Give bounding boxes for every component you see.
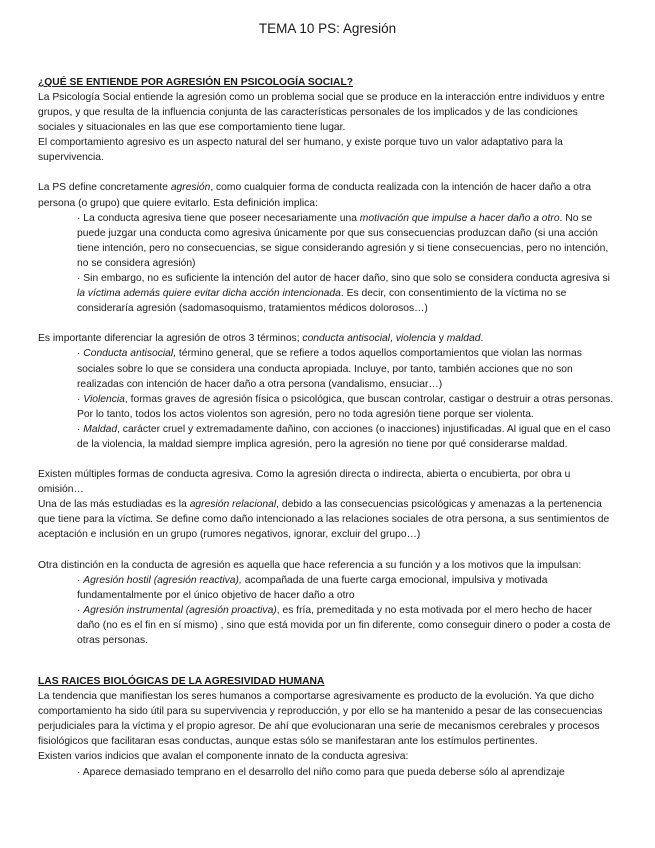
paragraph: La tendencia que manifiestan los seres humanos a comportarse agresivamente es producto de la evolución. Ya que dicho comportamiento ha sido útil para su supervivencia y reproducción, y por ello se ha mantenido a pesar de las consecuencias perjudiciales para la víctima y el propio agresor. De ahí que evolucionaran una serie de mecanismos cerebrales y procesos fisiológicos que facilitaran esas conductas, aunque estas sólo se manifestaran ante los estímulos pertinentes. xyxy=(38,691,603,748)
paragraph: El comportamiento agresivo es un aspecto natural del ser humano, y existe porque tuvo un valor adaptativo para la supervivencia. xyxy=(38,137,563,164)
bullet-item: · Violencia, formas graves de agresión física o psicológica, que buscan controlar, castigar o destruir a otras personas. Por lo tanto, todos los actos violentos son agresión, pero no toda agresión tiene porque ser violenta. xyxy=(77,393,614,420)
bullet-item: · Maldad, carácter cruel y extremadamente dañino, con acciones (o inacciones) injustificadas. Al igual que en el caso de la violencia, la maldad siempre implica agresión, pero la agresión no tiene por qué considerarse maldad. xyxy=(77,423,611,450)
bullet-item: · Conducta antisocial, término general, que se refiere a todos aquellos comportamientos que violan las normas sociales sobre lo que se considera una conducta apropiada. Incluye, por tanto, también acciones que no son realizadas con intención de hacer daño a otra persona (vandalismo, ensuciar…) xyxy=(77,348,582,390)
section-heading-agresion: ¿QUÉ SE ENTIENDE POR AGRESIÓN EN PSICOLOGÍA SOCIAL? xyxy=(38,77,354,88)
paragraph: La Psicología Social entiende la agresión como un problema social que se produce en la interacción entre individuos y entre grupos, y que resulta de la influencia conjunta de las características personales de los implicados y de las condiciones sociales y situacionales en las que ese comportamiento tiene lugar. xyxy=(38,92,605,134)
paragraph-relational: Una de las más estudiadas es la agresión relacional, debido a las consecuencias psicológicas y amenazas a la pertenencia que tiene para la víctima. Se define como daño intencionado a las relaciones sociales de otra persona, a sus sentimientos de aceptación e inclusión en un grupo (rumores negativos, ignorar, excluir del grupo…) xyxy=(38,499,610,541)
bullet-item: · Aparece demasiado temprano en el desarrollo del niño como para que pueda deberse sólo al aprendizaje xyxy=(77,766,565,778)
paragraph: Existen varios indicios que avalan el componente innato de la conducta agresiva: xyxy=(38,751,409,763)
section-heading-raices: LAS RAICES BIOLÓGICAS DE LA AGRESIVIDAD HUMANA xyxy=(38,676,325,688)
paragraph: Existen múltiples formas de conducta agresiva. Como la agresión directa o indirecta, abierta o encubierta, por obra u omisión… xyxy=(38,469,571,496)
bullet-item: · Sin embargo, no es suficiente la intención del autor de hacer daño, sino que solo se considera conducta agresiva si la víctima además quiere evitar dicha acción intencionada. Es decir, con consentimiento de la víctima no se consideraría agresión (sadomasoquismo, tratamientos médicos dolorosos…) xyxy=(77,273,610,315)
bullet-item: · Agresión instrumental (agresión proactiva), es fría, premeditada y no esta motivada por el mero hecho de hacer daño (no es el fin en sí mismo) , sino que está movida por un fin diferente, como conseguir dinero o poder a costa de otras personas. xyxy=(77,604,611,646)
paragraph-definition: La PS define concretamente agresión, como cualquier forma de conducta realizada con la intención de hacer daño a otra persona (o grupo) que quiere evitarlo. Esta definición implica: xyxy=(38,182,591,209)
paragraph-terms: Es importante diferenciar la agresión de otros 3 términos; conducta antisocial, violencia y maldad. xyxy=(38,333,484,345)
bullet-item: · La conducta agresiva tiene que poseer necesariamente una motivación que impulse a hacer daño a otro. No se puede juzgar una conducta como agresiva únicamente por que sus consecuencias produzcan daño (si una acción tiene intención, pero no consecuencias, se sigue considerando agresión y si tiene consecuencias, pero no intención, no se considera agresión) xyxy=(77,212,609,269)
bullet-item: · Agresión hostil (agresión reactiva), acompañada de una fuerte carga emocional, impulsiva y motivada fundamentalmente por el único objetivo de hacer daño a otro xyxy=(77,574,548,601)
paragraph: Otra distinción en la conducta de agresión es aquella que hace referencia a su función y a los motivos que la impulsan: xyxy=(38,559,582,571)
page-title: TEMA 10 PS: Agresión xyxy=(258,21,397,36)
